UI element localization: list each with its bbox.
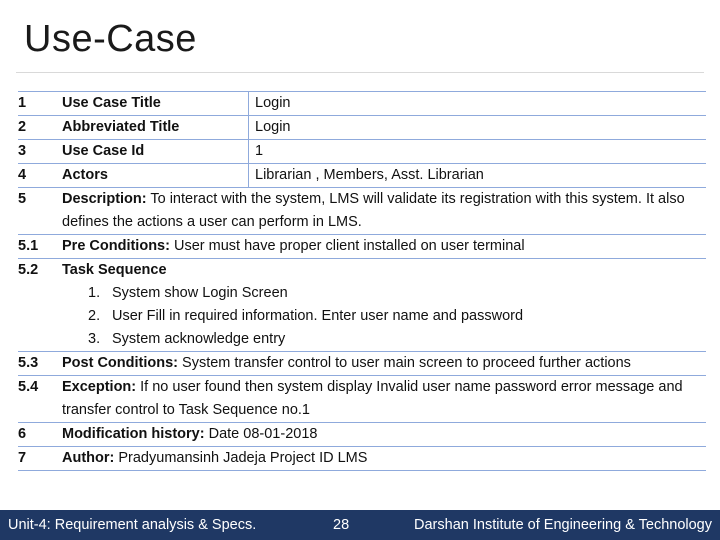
description-row	[18, 188, 706, 235]
field-value: Login	[255, 95, 291, 111]
page-number: 28	[333, 517, 350, 533]
task-sequence-row	[18, 259, 706, 352]
table-row	[18, 92, 706, 116]
exception-text: If no user found then system display Invalid user name password error message and transfer control to Task Sequence no.1	[62, 379, 683, 418]
row-number: 2	[18, 119, 27, 135]
row-number: 7	[18, 450, 27, 466]
row-number: 5	[18, 191, 27, 207]
author-label: Author:	[62, 450, 115, 466]
footer-unit: Unit-4: Requirement analysis & Specs.	[8, 517, 257, 533]
table-row	[18, 164, 706, 188]
task-step: 1. System show Login Screen	[88, 285, 288, 301]
author-text: Pradyumansinh Jadeja Project ID LMS	[114, 450, 368, 466]
row-number: 6	[18, 426, 27, 442]
field-name: Abbreviated Title	[62, 116, 249, 139]
row-number: 5.2	[18, 262, 39, 278]
use-case-table	[18, 91, 706, 471]
description-label: Description:	[62, 191, 147, 207]
modification-label: Modification history:	[62, 426, 205, 442]
table-row	[18, 116, 706, 140]
table-row	[18, 140, 706, 164]
row-number: 3	[18, 143, 27, 159]
task-sequence-label: Task Sequence	[62, 262, 167, 278]
modification-row	[18, 423, 706, 447]
modification-text: Date 08-01-2018	[204, 426, 318, 442]
task-step: 2. User Fill in required information. Enter user name and password	[88, 308, 524, 324]
footer-bar	[0, 510, 720, 540]
pre-conditions-label: Pre Conditions:	[62, 238, 170, 254]
row-number: 1	[18, 95, 27, 111]
exception-row	[18, 376, 706, 423]
exception-label: Exception:	[62, 379, 137, 395]
field-name: Actors	[62, 164, 249, 187]
row-number: 4	[18, 167, 27, 183]
title-divider	[16, 72, 704, 73]
task-step: 3. System acknowledge entry	[88, 331, 286, 347]
slide-title: Use-Case	[24, 18, 197, 60]
author-row	[18, 447, 706, 471]
row-number: 5.3	[18, 355, 39, 371]
row-number: 5.4	[18, 379, 39, 395]
footer-institute: Darshan Institute of Engineering & Technology	[414, 517, 712, 533]
row-number: 5.1	[18, 238, 39, 254]
field-name: Use Case Id	[62, 140, 249, 163]
post-conditions-text: System transfer control to user main screen to proceed further actions	[178, 355, 631, 371]
field-value: Login	[255, 119, 291, 135]
post-conditions-label: Post Conditions:	[62, 355, 178, 371]
post-conditions-row	[18, 352, 706, 376]
description-text: To interact with the system, LMS will validate its registration with this system. It also defines the actions a user can perform in LMS.	[62, 191, 685, 230]
field-value: 1	[255, 143, 264, 159]
field-value: Librarian , Members, Asst. Librarian	[255, 167, 484, 183]
field-name: Use Case Title	[62, 92, 249, 115]
pre-conditions-text: User must have proper client installed on user terminal	[169, 238, 525, 254]
pre-conditions-row	[18, 235, 706, 259]
